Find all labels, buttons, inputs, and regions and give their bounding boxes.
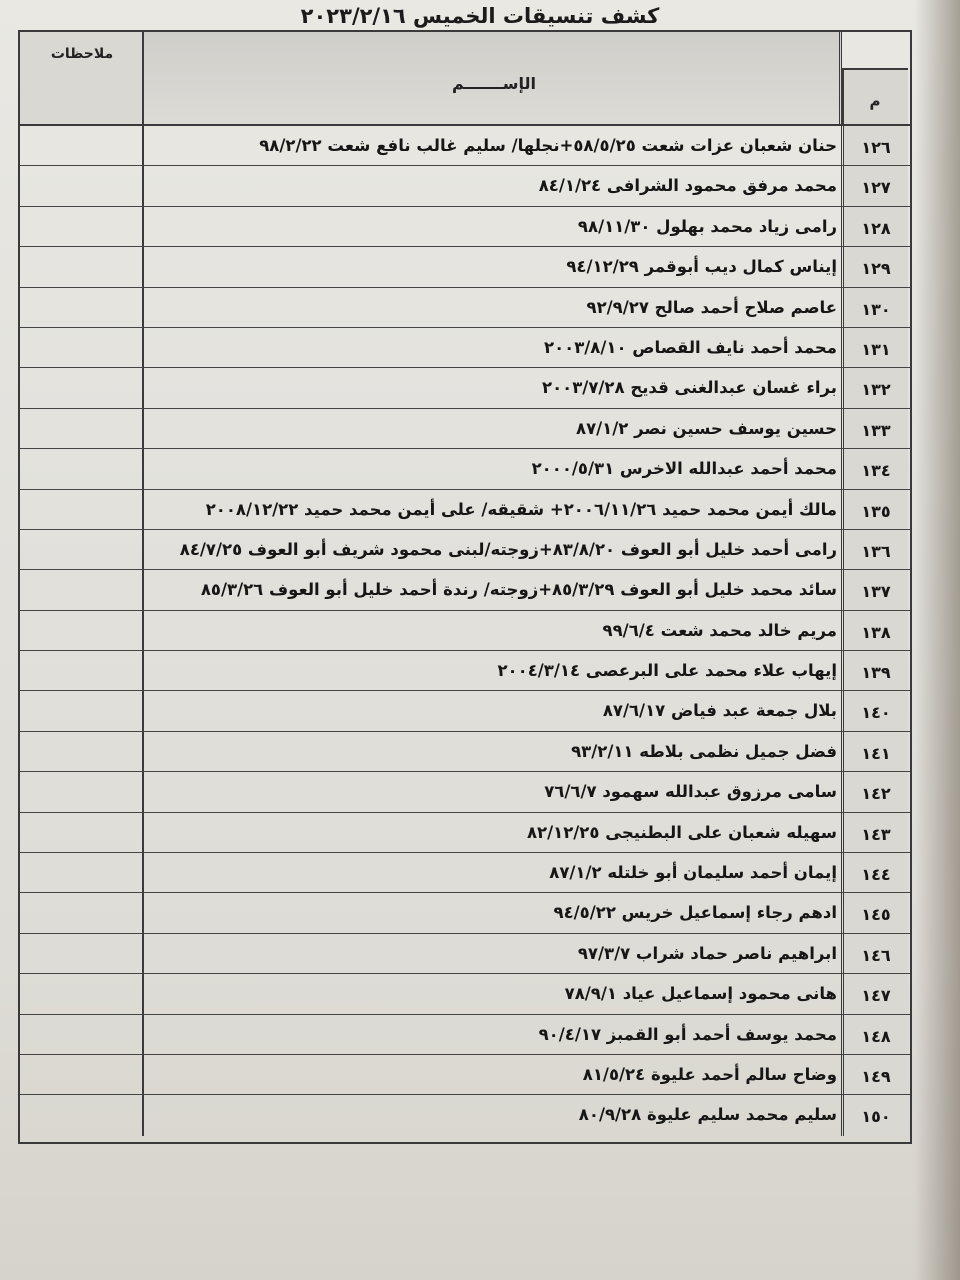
table-row <box>20 853 910 893</box>
notes-cell <box>20 368 144 407</box>
notes-cell <box>20 611 144 650</box>
table-row <box>20 570 910 610</box>
name-cell: حسين يوسف حسين نصر ٨٧/١/٢ <box>144 409 844 448</box>
table-row <box>20 772 910 812</box>
number-cell: ١٤٦ <box>844 934 908 973</box>
table-row <box>20 368 910 408</box>
table-row <box>20 207 910 247</box>
name-cell: إيناس كمال ديب أبوقمر ٩٤/١٢/٢٩ <box>144 247 844 286</box>
notes-cell <box>20 166 144 205</box>
notes-cell <box>20 974 144 1013</box>
notes-cell <box>20 288 144 327</box>
table-row <box>20 166 910 206</box>
number-cell: ١٤٣ <box>844 813 908 852</box>
number-cell: ١٤١ <box>844 732 908 771</box>
table-header <box>20 32 910 126</box>
table-row <box>20 530 910 570</box>
notes-cell <box>20 1015 144 1054</box>
number-cell: ١٤٠ <box>844 691 908 730</box>
number-cell: ١٢٨ <box>844 207 908 246</box>
name-cell: فضل جميل نظمى بلاطه ٩٣/٢/١١ <box>144 732 844 771</box>
number-cell: ١٣٠ <box>844 288 908 327</box>
name-cell: محمد أحمد نايف القصاص ٢٠٠٣/٨/١٠ <box>144 328 844 367</box>
number-cell: ١٤٧ <box>844 974 908 1013</box>
number-cell: ١٤٤ <box>844 853 908 892</box>
number-cell: ١٣٣ <box>844 409 908 448</box>
name-cell: مريم خالد محمد شعت ٩٩/٦/٤ <box>144 611 844 650</box>
table-row <box>20 1055 910 1095</box>
table-row <box>20 126 910 166</box>
names-table <box>18 30 912 1144</box>
table-row <box>20 247 910 287</box>
number-cell: ١٤٨ <box>844 1015 908 1054</box>
name-cell: سليم محمد سليم عليوة ٨٠/٩/٢٨ <box>144 1095 844 1135</box>
name-cell: مالك أيمن محمد حميد ٢٠٠٦/١١/٢٦+ شقيقه/ على أيمن محمد حميد ٢٠٠٨/١٢/٢٢ <box>144 490 844 529</box>
number-cell: ١٣٢ <box>844 368 908 407</box>
table-row <box>20 974 910 1014</box>
number-cell: ١٣٥ <box>844 490 908 529</box>
notes-cell <box>20 691 144 730</box>
name-cell: براء غسان عبدالغنى قديح ٢٠٠٣/٧/٢٨ <box>144 368 844 407</box>
table-body <box>20 126 910 1136</box>
notes-cell <box>20 772 144 811</box>
notes-cell <box>20 853 144 892</box>
table-row <box>20 651 910 691</box>
notes-cell <box>20 409 144 448</box>
notes-cell <box>20 934 144 973</box>
header-number-cell <box>842 68 908 124</box>
number-cell: ١٤٥ <box>844 893 908 932</box>
header-notes-cell <box>20 32 144 124</box>
notes-cell <box>20 126 144 165</box>
table-row <box>20 934 910 974</box>
header-name-label: الإســـــــم <box>451 74 537 93</box>
number-cell: ١٣٨ <box>844 611 908 650</box>
header-name-cell <box>144 32 842 124</box>
name-cell: محمد أحمد عبدالله الاخرس ٢٠٠٠/٥/٣١ <box>144 449 844 488</box>
number-cell: ١٣٩ <box>844 651 908 690</box>
notes-cell <box>20 247 144 286</box>
table-row <box>20 1015 910 1055</box>
number-cell: ١٥٠ <box>844 1095 908 1135</box>
number-cell: ١٣٦ <box>844 530 908 569</box>
number-cell: ١٢٧ <box>844 166 908 205</box>
table-row <box>20 288 910 328</box>
table-row <box>20 490 910 530</box>
notes-cell <box>20 1095 144 1135</box>
table-row <box>20 1095 910 1135</box>
table-row <box>20 893 910 933</box>
name-cell: ادهم رجاء إسماعيل خريس ٩٤/٥/٢٢ <box>144 893 844 932</box>
name-cell: ابراهيم ناصر حماد شراب ٩٧/٣/٧ <box>144 934 844 973</box>
notes-cell <box>20 651 144 690</box>
name-cell: إيمان أحمد سليمان أبو خلتله ٨٧/١/٢ <box>144 853 844 892</box>
notes-cell <box>20 732 144 771</box>
name-cell: عاصم صلاح أحمد صالح ٩٢/٩/٢٧ <box>144 288 844 327</box>
name-cell: إيهاب علاء محمد على البرعصى ٢٠٠٤/٣/١٤ <box>144 651 844 690</box>
table-row <box>20 611 910 651</box>
name-cell: بلال جمعة عبد فياض ٨٧/٦/١٧ <box>144 691 844 730</box>
name-cell: رامى زياد محمد بهلول ٩٨/١١/٣٠ <box>144 207 844 246</box>
notes-cell <box>20 570 144 609</box>
notes-cell <box>20 328 144 367</box>
notes-cell <box>20 449 144 488</box>
table-row <box>20 449 910 489</box>
number-cell: ١٤٩ <box>844 1055 908 1094</box>
notes-cell <box>20 813 144 852</box>
number-cell: ١٢٦ <box>844 126 908 165</box>
name-cell: هانى محمود إسماعيل عياد ٧٨/٩/١ <box>144 974 844 1013</box>
name-cell: حنان شعبان عزات شعت ٥٨/٥/٢٥+نجلها/ سليم غالب نافع شعت ٩٨/٢/٢٢ <box>144 126 844 165</box>
name-cell: سهيله شعبان على البطنيجى ٨٢/١٢/٢٥ <box>144 813 844 852</box>
notes-cell <box>20 490 144 529</box>
number-cell: ١٣٧ <box>844 570 908 609</box>
name-cell: محمد يوسف أحمد أبو القمبز ٩٠/٤/١٧ <box>144 1015 844 1054</box>
notes-cell <box>20 530 144 569</box>
document-title: كشف تنسيقات الخميس ٢٠٢٣/٢/١٦ <box>300 4 660 28</box>
name-cell: وضاح سالم أحمد عليوة ٨١/٥/٢٤ <box>144 1055 844 1094</box>
number-cell: ١٣١ <box>844 328 908 367</box>
name-cell: رامى أحمد خليل أبو العوف ٨٣/٨/٢٠+زوجته/لبنى محمود شريف أبو العوف ٨٤/٧/٢٥ <box>144 530 844 569</box>
notes-cell <box>20 1055 144 1094</box>
header-number-label: م <box>869 92 881 110</box>
table-row <box>20 813 910 853</box>
table-row <box>20 732 910 772</box>
notes-cell <box>20 207 144 246</box>
number-cell: ١٤٢ <box>844 772 908 811</box>
header-notes-label: ملاحظات <box>50 46 114 62</box>
number-cell: ١٢٩ <box>844 247 908 286</box>
notes-cell <box>20 893 144 932</box>
table-row <box>20 691 910 731</box>
table-row <box>20 409 910 449</box>
table-row <box>20 328 910 368</box>
name-cell: سامى مرزوق عبدالله سهمود ٧٦/٦/٧ <box>144 772 844 811</box>
name-cell: سائد محمد خليل أبو العوف ٨٥/٣/٢٩+زوجته/ رندة أحمد خليل أبو العوف ٨٥/٣/٢٦ <box>144 570 844 609</box>
name-cell: محمد مرفق محمود الشرافى ٨٤/١/٢٤ <box>144 166 844 205</box>
number-cell: ١٣٤ <box>844 449 908 488</box>
